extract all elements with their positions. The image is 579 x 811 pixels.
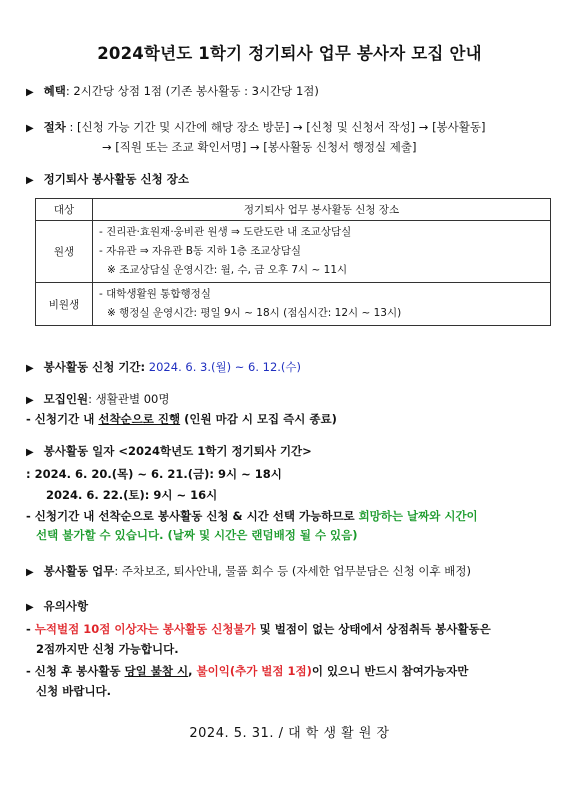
table-header-row	[36, 199, 551, 221]
dates-section	[26, 442, 561, 544]
place-note: ※ 조교상담실 운영시간: 월, 수, 금 오후 7시 ~ 11시	[107, 264, 348, 276]
triangle-bullet-icon: ▶	[26, 447, 34, 458]
table-row	[36, 221, 551, 283]
places-heading: 정기퇴사 봉사활동 신청 장소	[43, 172, 189, 186]
procedure-line2: → [직원 또는 조교 확인서명] → [봉사활동 신청서 행정실 제출]	[102, 140, 417, 154]
period-section	[26, 358, 561, 378]
footer-signature: 2024. 5. 31. / 대 학 생 활 원 장	[189, 726, 390, 741]
triangle-bullet-icon: ▶	[26, 123, 34, 134]
place-note: ※ 행정실 운영시간: 평일 9시 ~ 18시 (점심시간: 12시 ~ 13시)	[107, 307, 402, 319]
caution-item2-line2: 신청 바랍니다.	[36, 684, 112, 698]
triangle-bullet-icon: ▶	[26, 395, 34, 406]
recruit-section	[26, 390, 561, 428]
caution-item2-a: 신청 후 봉사활동	[34, 664, 125, 678]
caution-item1-red: 누적벌점 10점 이상자는 봉사활동 신청불가	[34, 622, 256, 636]
table-row	[36, 283, 551, 326]
place-line: - 진리관·효원재·웅비관 원생 ⇒ 도란도란 내 조교상담실	[99, 226, 352, 238]
dates-heading: 봉사활동 일자 <2024학년도 1학기 정기퇴사 기간>	[43, 444, 312, 458]
dates-note-green2: 선택 불가할 수 있습니다. (날짜 및 시간은 랜덤배정 될 수 있음)	[36, 528, 358, 542]
duty-text: : 주차보조, 퇴사안내, 물품 회수 등 (자세한 업무분담은 신청 이후 배정)	[114, 564, 471, 578]
caution-heading: 유의사항	[43, 599, 89, 613]
dates-note-black: - 신청기간 내 선착순으로 봉사활동 신청 & 시간 선택 가능하므로	[26, 509, 359, 523]
recruit-note-prefix: - 신청기간 내	[26, 412, 99, 426]
procedure-label: 절차	[43, 120, 66, 134]
page-title: 2024학년도 1학기 정기퇴사 업무 봉사자 모집 안내	[97, 44, 482, 63]
caution-item2-underlined: 당일 불참 시	[124, 664, 189, 678]
table-header-place: 정기퇴사 업무 봉사활동 신청 장소	[93, 199, 551, 221]
dates-line1: : 2024. 6. 20.(목) ~ 6. 21.(금): 9시 ~ 18시	[26, 467, 282, 481]
dates-note-line1	[26, 507, 561, 525]
dates-note-green1: 희망하는 날짜와 시간이	[358, 509, 478, 523]
triangle-bullet-icon: ▶	[26, 567, 34, 578]
triangle-bullet-icon: ▶	[26, 602, 34, 613]
table-header-target: 대상	[36, 199, 93, 221]
places-section	[26, 170, 561, 190]
duty-label: 봉사활동 업무	[43, 564, 115, 578]
triangle-bullet-icon: ▶	[26, 87, 34, 98]
benefit-label: 혜택	[43, 84, 66, 98]
caution-item2-b: ,	[188, 664, 197, 678]
table-cell-category: 비원생	[36, 283, 93, 326]
recruit-note	[26, 410, 561, 428]
table-cell-places	[93, 221, 551, 283]
caution-item2-c: 이 있으니 반드시 참여가능자만	[311, 664, 469, 678]
caution-item1-line2: 2점까지만 신청 가능합니다.	[36, 642, 179, 656]
caution-section	[26, 597, 561, 700]
recruit-label: 모집인원	[43, 392, 89, 406]
table-cell-category: 원생	[36, 221, 93, 283]
caution-item-2: - 신청 후 봉사활동 당일 불참 시, 불이익(추가 벌점 1점)이 있으니 반드시 참여가능자만	[26, 664, 469, 678]
triangle-bullet-icon: ▶	[26, 363, 34, 374]
dates-line2: 2024. 6. 22.(토): 9시 ~ 16시	[46, 488, 218, 502]
table-cell-places	[93, 283, 551, 326]
benefit-section	[26, 82, 561, 102]
recruit-text: : 생활관별 00명	[88, 392, 170, 406]
place-line: - 대학생활원 통합행정실	[99, 288, 211, 300]
period-label: 봉사활동 신청 기간:	[43, 360, 146, 374]
caution-item1-black: 및 벌점이 없는 상태에서 상점취득 봉사활동은	[255, 622, 491, 636]
procedure-section	[26, 118, 561, 156]
procedure-line1: : [신청 가능 기간 및 시간에 해당 장소 방문] → [신청 및 신청서 작성] → [봉사활동]	[69, 120, 486, 134]
places-table	[35, 198, 551, 326]
period-value: 2024. 6. 3.(월) ~ 6. 12.(수)	[148, 360, 302, 374]
recruit-note-suffix: (인원 마감 시 모집 즉시 종료)	[180, 412, 337, 426]
place-line: - 자유관 ⇒ 자유관 B동 지하 1층 조교상담실	[99, 245, 301, 257]
caution-item2-red: 불이익(추가 벌점 1점)	[196, 664, 312, 678]
benefit-text: : 2시간당 상점 1점 (기존 봉사활동 : 3시간당 1점)	[65, 84, 319, 98]
triangle-bullet-icon: ▶	[26, 175, 34, 186]
caution-item-1: - 누적벌점 10점 이상자는 봉사활동 신청불가 및 벌점이 없는 상태에서 상점취득 봉사활동은	[26, 622, 491, 636]
recruit-note-underlined: 선착순으로 진행	[98, 412, 181, 426]
duty-section	[26, 562, 561, 582]
